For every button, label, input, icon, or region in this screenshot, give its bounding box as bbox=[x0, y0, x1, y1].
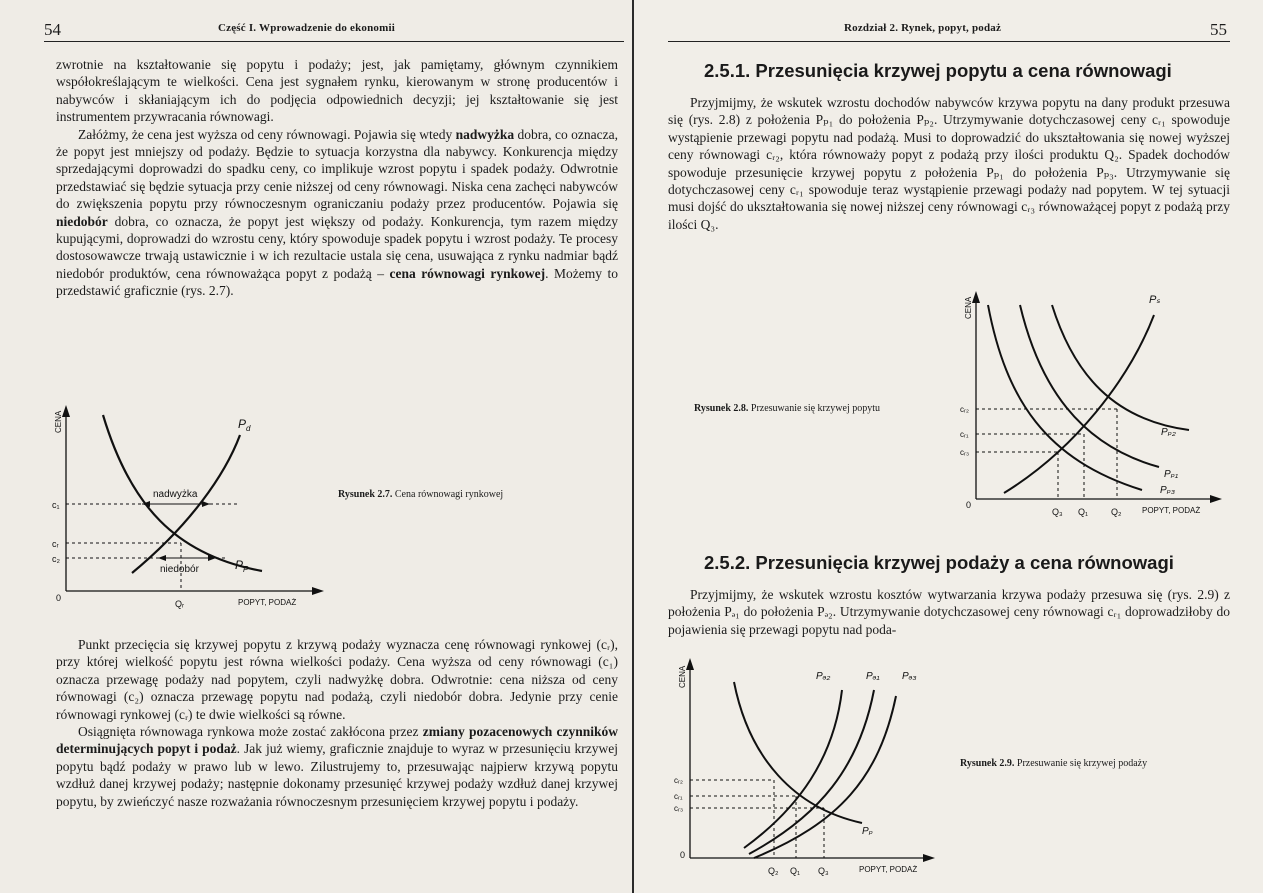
section-body: Przyjmijmy, że wskutek wzrostu dochodów nabywców krzywa popytu na dany produkt przesuwa się (rys. 2.8) z położenia Pₚ₁ do położenia Pₚ₂. Utrzymywanie dotychczasowej ceny cᵣ₁ spowoduje wystąpienie przewagi popytu nad podażą. Musi to doprowadzić do ukształtowania się nowej wyższej ceny równowagi cᵣ₂, która równoważy popyt z podażą przy ilości produktu Q₂. Spadek dochodów spowoduje przesunięcie krzywej popytu z położenia Pₚ₁ do położenia Pₚ₃. Utrzymywanie się dotychczasowej ceny cᵣ₁ spowoduje teraz wystąpienie przewagi podaży nad popytem. W tej sytuacji musi dojść do ukształtowania się nowej niższej ceny równowagi cᵣ₃ równoważącej popyt z podażą przy ilości Q₃. bbox=[668, 95, 1230, 232]
section-body: Przyjmijmy, że wskutek wzrostu kosztów wytwarzania krzywa podaży przesuwa się (rys. 2.9) z położenia Pₔ₁ do położenia Pₔ₂. Utrzymywanie dotychczasowej ceny równowagi cᵣ₁ doprowadziłoby do pojawienia się przewagi popytu nad poda- bbox=[668, 587, 1230, 637]
demand-curve-p2 bbox=[1052, 305, 1189, 430]
tick-q2: Q₂ bbox=[1111, 507, 1122, 517]
paragraph: Osiągnięta równowaga rynkowa może zostać zakłócona przez zmiany pozacenowych czynników determinujących popyt i podaż. Jak już wiemy, graficznie znajduje to wyraz w przesunięciu krzywej popytu bądź podaży w prawo lub w lewo. Zilustrujemy to, przesuwając najpierw krzywą popytu wzdłuż danej krzywej podaży; następnie dokonamy przesunięć krzywej podaży wzdłuż danej krzywej popytu, by zwieńczyć nasze rozważania równoczesnym przesunięciem krzywej popytu i podaży. bbox=[56, 724, 619, 809]
page-number: 55 bbox=[1210, 20, 1227, 39]
tick-cr1: cᵣ₁ bbox=[960, 430, 969, 439]
page-number: 54 bbox=[44, 20, 61, 39]
shortage-label: niedobór bbox=[160, 564, 199, 575]
tick-c2: c₂ bbox=[52, 554, 60, 564]
demand-p2-label: Pₚ₂ bbox=[1161, 427, 1176, 438]
tick-c1: c₁ bbox=[52, 500, 60, 510]
supply-d3-label: Pₔ₃ bbox=[902, 671, 917, 682]
axis-origin: 0 bbox=[966, 500, 972, 510]
surplus-arrow-head-right bbox=[202, 501, 210, 507]
x-axis-label: POPYT, PODAŻ bbox=[859, 865, 918, 874]
tick-cr1: cᵣ₁ bbox=[674, 792, 683, 801]
term-equilibrium-price: cena równowagi rynkowej bbox=[389, 265, 546, 281]
axis-origin: 0 bbox=[56, 593, 62, 603]
tick-cr2: cᵣ₂ bbox=[674, 776, 684, 785]
right-page bbox=[634, 0, 1263, 893]
y-axis-label: CENA bbox=[678, 665, 687, 688]
x-axis-arrow bbox=[312, 587, 324, 595]
demand-p3-label: Pₚ₃ bbox=[1160, 485, 1175, 496]
body-text-top bbox=[56, 56, 618, 300]
y-axis-arrow bbox=[62, 405, 70, 417]
header-rule bbox=[668, 41, 1230, 42]
figure-caption: Rysunek 2.8. Przesuwanie się krzywej popytu bbox=[694, 403, 881, 414]
axis-origin: 0 bbox=[680, 850, 686, 860]
x-axis-arrow bbox=[923, 854, 935, 862]
term-nonprice-factors: zmiany pozacenowych czynników determinujących popyt i podaż bbox=[56, 724, 618, 757]
tick-q1: Q₁ bbox=[790, 866, 801, 876]
y-axis-arrow bbox=[972, 291, 980, 303]
x-axis-label: POPYT, PODAŻ bbox=[1142, 506, 1201, 515]
figure-caption: Rysunek 2.7. Cena równowagi rynkowej bbox=[338, 489, 504, 500]
paragraph: Załóżmy, że cena jest wyższa od ceny równowagi. Pojawia się wtedy nadwyżka dobra, co oznacza, że popyt jest mniejszy od podaży. Będzie to sytuacja korzystna dla nabywcy. Konkurencja między sprzedającymi doprowadzi do spadku ceny, co implikuje wzrost popytu i spadek podaży. Odwrotnie przedstawiać się będzie sytuacja przy cenie niższej od ceny równowagi. Niska cena zachęci nabywców do zwiększenia popytu przy równoczesnym ograniczaniu podaży przez producentów. Pojawia się niedobór dobra, co oznacza, że popyt jest większy od podaży. Konkurencja, tym razem między kupującymi, doprowadzi do wzrostu ceny, który spowoduje spadek popytu i wzrost podaży. Te procesy dostosowawcze trwają ustawicznie i w ich rezultacie ustala się cena, usuwająca z rynku nadmiar bądź niedobór produktów, cena równoważąca popyt z podażą – cena równowagi rynkowej. Możemy to przedstawić graficznie (rys. 2.7). bbox=[56, 126, 618, 299]
demand-curve-p1 bbox=[1020, 305, 1159, 467]
shortage-arrow-head-left bbox=[158, 555, 166, 561]
figure-caption: Rysunek 2.9. Przesuwanie się krzywej podaży bbox=[960, 758, 1148, 769]
paragraph: zwrotnie na kształtowanie się popytu i podaży; jest, jak pamiętamy, głównym czynnikiem współokreślającym te wielkości. Cena jest sygnałem rynku, kierowanym w stronę producentów i nabywców i skłaniającym ich do podjęcia odpowiednich decyzji; jej kształtowanie się jest instrumentem przywracania równowagi. bbox=[56, 57, 618, 125]
tick-q3: Q₃ bbox=[1052, 507, 1063, 517]
tick-cr2: cᵣ₂ bbox=[960, 405, 970, 414]
figure-2-7 bbox=[0, 395, 632, 620]
tick-qr: Qᵣ bbox=[175, 599, 185, 609]
tick-q1: Q₁ bbox=[1078, 507, 1089, 517]
paragraph: Punkt przecięcia się krzywej popytu z krzywą podaży wyznacza cenę równowagi rynkowej (cᵣ), przy której wielkość popytu jest równa wielkości podaży. Cena wyższa od ceny równowagi (c₁) oznacza przewagę podaży nad popytem, czyli nadwyżkę dobra. Odwrotnie: cena niższa od ceny równowagi (c₂) oznacza przewagę popytu nad podażą, czyli niedobór dobra. Jedynie przy cenie równowagi rynkowej (cᵣ) te dwie wielkości są równe. bbox=[56, 637, 618, 722]
demand-curve-p3 bbox=[988, 305, 1142, 490]
y-axis-label: CENA bbox=[964, 296, 973, 319]
tick-q2: Q₂ bbox=[768, 866, 779, 876]
body-text-bottom bbox=[56, 636, 618, 810]
tick-cr: cᵣ bbox=[52, 539, 59, 549]
term-surplus: nadwyżka bbox=[455, 126, 515, 142]
supply-curve bbox=[1004, 315, 1154, 493]
section-title: 2.5.2. Przesunięcia krzywej podaży a cena równowagi bbox=[704, 552, 1174, 573]
demand-p1-label: Pₚ₁ bbox=[1164, 469, 1179, 480]
running-header: Część I. Wprowadzenie do ekonomii bbox=[218, 22, 395, 34]
header-rule bbox=[44, 41, 624, 42]
supply-d1-label: Pₔ₁ bbox=[866, 671, 880, 682]
figure-2-9 bbox=[634, 648, 1263, 893]
tick-cr3: cᵣ₃ bbox=[960, 448, 970, 457]
tick-q3: Q₃ bbox=[818, 866, 829, 876]
running-header: Rozdział 2. Rynek, popyt, podaż bbox=[844, 22, 1002, 34]
section-title: 2.5.1. Przesunięcia krzywej popytu a cena równowagi bbox=[704, 60, 1172, 81]
supply-curve-d3 bbox=[754, 696, 896, 858]
tick-cr3: cᵣ₃ bbox=[674, 804, 684, 813]
supply-d2-label: Pₔ₂ bbox=[816, 671, 831, 682]
y-axis-label: CENA bbox=[54, 410, 63, 433]
x-axis-arrow bbox=[1210, 495, 1222, 503]
term-shortage: niedobór bbox=[56, 213, 108, 229]
surplus-label: nadwyżka bbox=[153, 489, 198, 500]
y-axis-arrow bbox=[686, 658, 694, 670]
supply-curve-label: $P_F$ bbox=[235, 558, 248, 574]
x-axis-label: POPYT, PODAŻ bbox=[238, 598, 297, 607]
supply-label: Pₛ bbox=[1149, 294, 1161, 306]
demand-label: Pₚ bbox=[862, 826, 873, 837]
demand-curve-label: $P_d$ bbox=[238, 417, 251, 433]
